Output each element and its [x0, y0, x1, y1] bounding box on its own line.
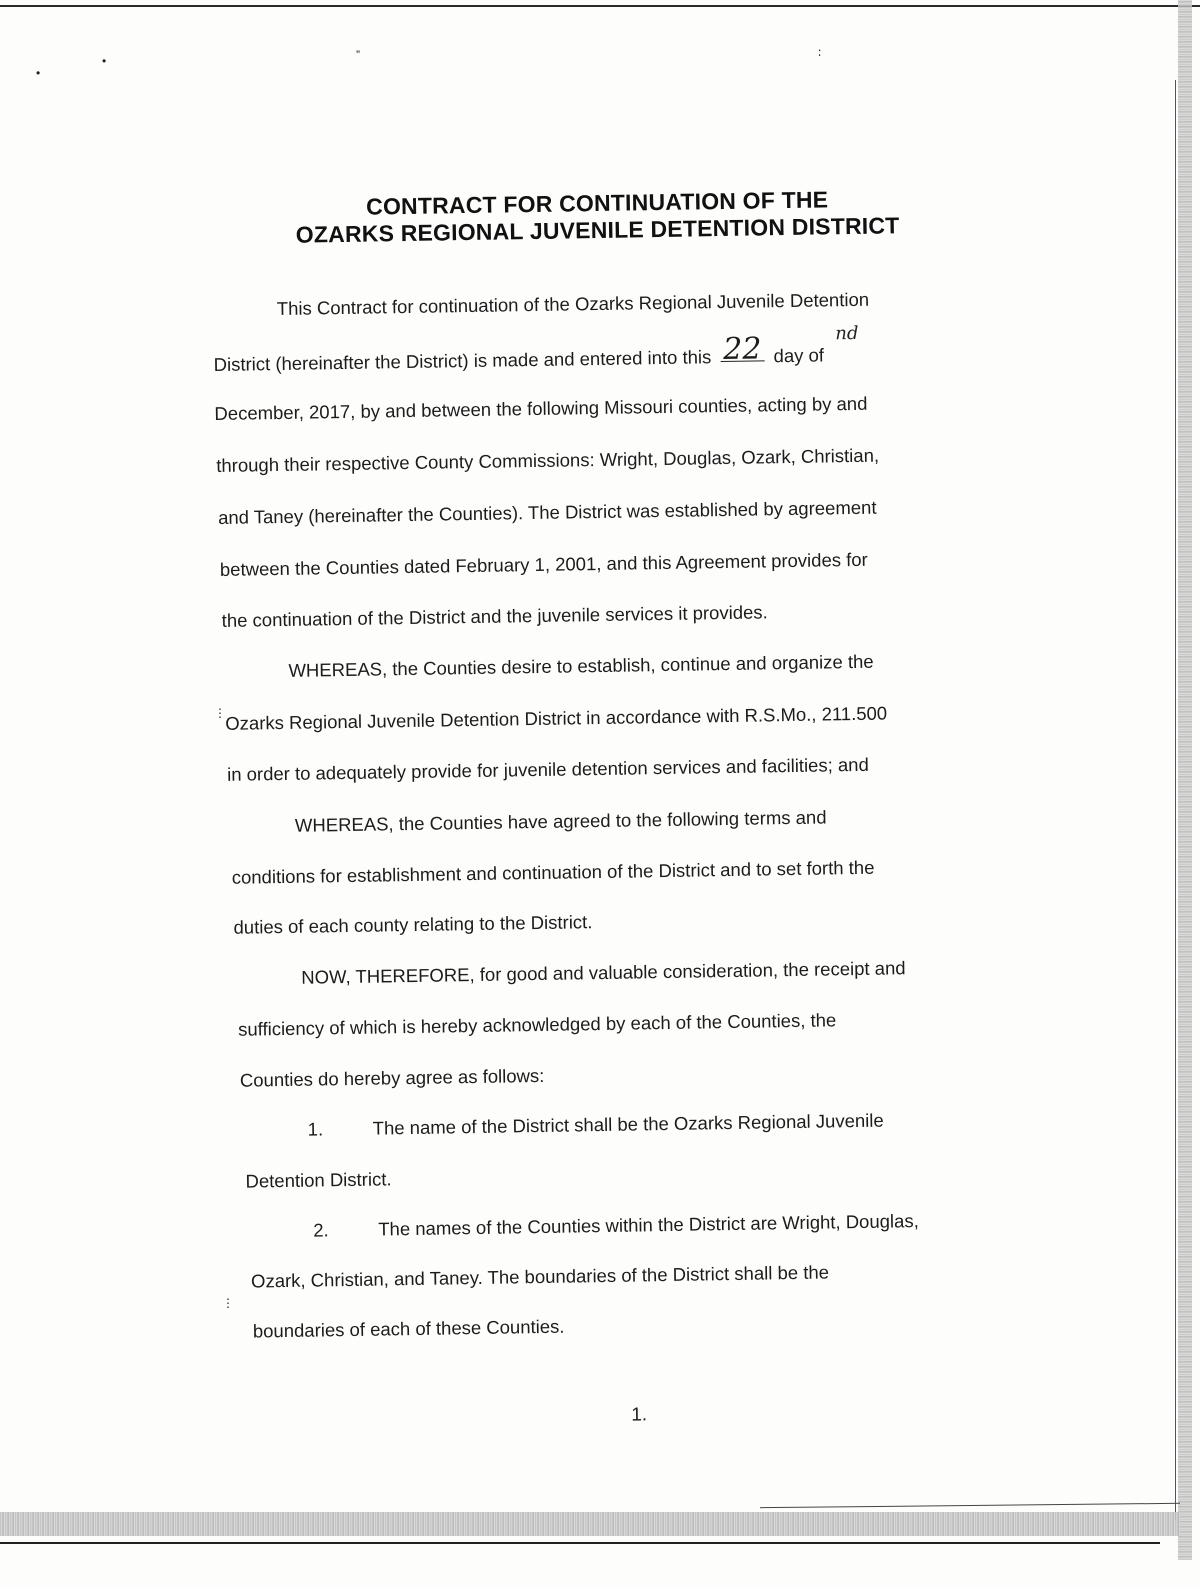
intro-line-2	[213, 331, 825, 376]
intro-line-2-end: day of	[773, 344, 825, 367]
now-therefore-line-3: Counties do hereby agree as follows:	[239, 1064, 545, 1091]
now-therefore-line-1: NOW, THEREFORE, for good and valuable consideration, the receipt and	[301, 957, 906, 988]
whereas2-line-1: WHEREAS, the Counties have agreed to the following terms and	[294, 806, 827, 836]
scan-speck: ⋮	[222, 1296, 234, 1310]
whereas2-line-2: conditions for establishment and continuation of the District and to set forth the	[231, 856, 875, 888]
page-number: 1.	[631, 1404, 648, 1426]
whereas1-line-1: WHEREAS, the Counties desire to establish, continue and organize the	[288, 650, 874, 681]
title-line-2: OZARKS REGIONAL JUVENILE DETENTION DISTRICT	[295, 212, 900, 248]
intro-line-2-start: District (hereinafter the District) is made and entered into this	[213, 346, 712, 376]
item-1-number: 1.	[307, 1118, 324, 1140]
scan-speck: ”	[356, 48, 360, 62]
scan-speck: ⋮	[214, 706, 226, 720]
intro-line-5: and Taney (hereinafter the Counties). The District was established by agreement	[217, 496, 877, 528]
item-2-line-2: Ozark, Christian, and Taney. The boundaries of the District shall be the	[250, 1261, 830, 1292]
item-2-line-1: The names of the Counties within the District are Wright, Douglas,	[378, 1210, 919, 1240]
scan-speck: •	[102, 54, 107, 68]
scan-speck: ∶	[818, 46, 822, 60]
now-therefore-line-2: sufficiency of which is hereby acknowledged by each of the Counties, the	[237, 1009, 837, 1040]
title-line-1: CONTRACT FOR CONTINUATION OF THE	[365, 186, 829, 220]
document-title	[247, 184, 948, 249]
intro-line-3: December, 2017, by and between the following Missouri counties, acting by and	[214, 392, 868, 425]
intro-line-7: the continuation of the District and the juvenile services it provides.	[221, 601, 768, 631]
intro-line-6: between the Counties dated February 1, 2001, and this Agreement provides for	[219, 548, 868, 580]
whereas2-line-3: duties of each county relating to the District.	[233, 911, 593, 938]
item-2-number: 2.	[313, 1219, 329, 1241]
intro-line-1: This Contract for continuation of the Ozarks Regional Juvenile Detention	[276, 288, 870, 320]
scan-speck: •	[36, 66, 41, 80]
handwritten-day-suffix: nd	[835, 322, 859, 345]
intro-line-4: through their respective County Commissions: Wright, Douglas, Ozark, Christian,	[216, 444, 880, 476]
item-1-line-2: Detention District.	[245, 1168, 392, 1192]
whereas1-line-3: in order to adequately provide for juvenile detention services and facilities; and	[226, 753, 869, 785]
item-1-line-1: The name of the District shall be the Ozarks Regional Juvenile	[372, 1109, 884, 1139]
whereas1-line-2: Ozarks Regional Juvenile Detention District in accordance with R.S.Mo., 211.500	[225, 702, 888, 734]
item-2-line-3: boundaries of each of these Counties.	[252, 1315, 565, 1342]
handwritten-day: 22	[720, 338, 764, 362]
